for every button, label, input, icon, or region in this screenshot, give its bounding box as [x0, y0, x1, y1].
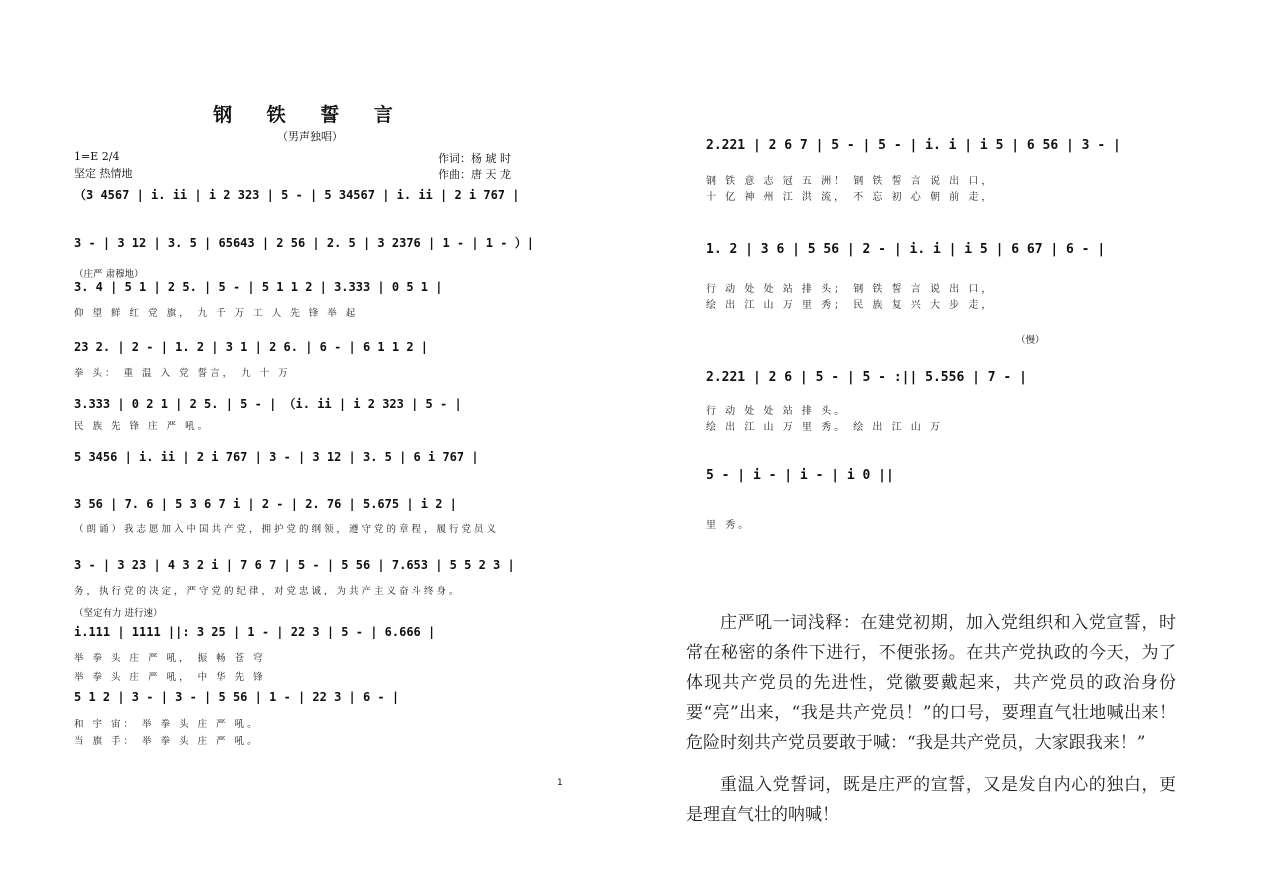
- explanation-paragraph-1: 庄严吼一词浅释：在建党初期，加入党组织和入党宣誓，时常在秘密的条件下进行，不便张扬。在共产党执政的今天，为了体现共产党员的先进性，党徽要戴起来，共产党员的政治身份要“亮”出来，“我是共产党员！”的口号，要理直气壮地喊出来！危险时刻共产党员要敢于喊：“我是共产党员，大家跟我来！”: [686, 613, 1176, 753]
- lyric-row: （朗诵）我志愿加入中国共产党，拥护党的纲领，遵守党的章程，履行党员义: [74, 524, 500, 535]
- lyric-row: 举 拳 头 庄 严 吼， 中 华 先 锋: [74, 672, 266, 683]
- lyric-row: 和 宇 宙： 举 拳 头 庄 严 吼。: [74, 719, 260, 730]
- notation-row: （3 4567 | i. ii | i 2 323 | 5 - | 5 34567 | i. ii | 2 i 767 |: [74, 188, 520, 202]
- notation-row: 2.221 | 2 6 | 5 - | 5 - :|| 5.556 | 7 - |: [706, 370, 1027, 385]
- lyric-row: 行 动 处 处 站 排 头。: [706, 406, 848, 416]
- lyricist-credit: 作词：杨 琥 时: [438, 152, 511, 165]
- expression-marking: （慢）: [1016, 335, 1045, 346]
- expression-marking: （坚定有力 进行速）: [74, 608, 163, 619]
- lyric-row: 当 旗 手： 举 拳 头 庄 严 吼。: [74, 736, 260, 747]
- notation-row: 3 56 | 7. 6 | 5 3 6 7 i | 2 - | 2. 76 | 5.675 | i 2 |: [74, 497, 457, 511]
- notation-row: 3.333 | 0 2 1 | 2 5. | 5 - | （i. ii | i 2 323 | 5 - |: [74, 397, 462, 411]
- lyric-row: 十 亿 神 州 江 洪 流， 不 忘 初 心 朝 前 走，: [706, 192, 995, 202]
- notation-row: 1. 2 | 3 6 | 5 56 | 2 - | i. i | i 5 | 6 67 | 6 - |: [706, 242, 1106, 257]
- song-subtitle: （男声独唱）: [277, 130, 343, 143]
- lyric-row: 里 秀。: [706, 520, 752, 530]
- notation-row: 3 - | 3 23 | 4 3 2 i | 7 6 7 | 5 - | 5 56 | 7.653 | 5 5 2 3 |: [74, 558, 515, 572]
- notation-row: 5 - | i - | i - | i 0 ||: [706, 468, 894, 483]
- lyric-row: 行 动 处 处 站 排 头； 钢 铁 誓 言 说 出 口，: [706, 284, 995, 294]
- lyric-row: 仰 望 鲜 红 党 旗， 九 千 万 工 人 先 锋 举 起: [74, 308, 359, 319]
- notation-row: 2.221 | 2 6 7 | 5 - | 5 - | i. i | i 5 | 6 56 | 3 - |: [706, 138, 1121, 153]
- right-page: [636, 0, 1272, 892]
- notation-row: 3 - | 3 12 | 3. 5 | 65643 | 2 56 | 2. 5 | 3 2376 | 1 - | 1 - ）|: [74, 236, 534, 250]
- notation-row: 23 2. | 2 - | 1. 2 | 3 1 | 2 6. | 6 - | 6 1 1 2 |: [74, 340, 429, 354]
- key-signature: 1=E 2/4: [74, 150, 120, 163]
- lyric-row: 举 拳 头 庄 严 吼， 振 畅 苍 穹: [74, 653, 266, 664]
- notation-row: i.111 | 1111 ||: 3 25 | 1 - | 22 3 | 5 - | 6.666 |: [74, 625, 436, 639]
- lyric-row: 绘 出 江 山 万 里 秀； 民 族 复 兴 大 步 走，: [706, 300, 995, 310]
- lyric-row: 钢 铁 意 志 冠 五 洲！ 钢 铁 誓 言 说 出 口，: [706, 176, 995, 186]
- lyric-row: 务，执行党的决定，严守党的纪律，对党忠诚，为共产主义奋斗终身。: [74, 586, 462, 597]
- expression-marking: （庄严 肃穆地）: [74, 269, 144, 280]
- composer-credit: 作曲：唐 天 龙: [438, 168, 511, 181]
- tempo-marking: 坚定 热情地: [74, 167, 133, 180]
- notation-row: 5 3456 | i. ii | 2 i 767 | 3 - | 3 12 | 3. 5 | 6 i 767 |: [74, 450, 479, 464]
- lyric-row: 民 族 先 锋 庄 严 吼。: [74, 421, 211, 432]
- explanation-paragraph-2: 重温入党誓词，既是庄严的宣誓，又是发自内心的独白，更是理直气壮的呐喊！: [686, 775, 1176, 825]
- lyric-row: 绘 出 江 山 万 里 秀。 绘 出 江 山 万: [706, 422, 943, 432]
- notation-row: 3. 4 | 5 1 | 2 5. | 5 - | 5 1 1 2 | 3.333 | 0 5 1 |: [74, 280, 443, 294]
- notation-row: 5 1 2 | 3 - | 3 - | 5 56 | 1 - | 22 3 | 6 - |: [74, 690, 400, 704]
- page-number: 1: [557, 778, 563, 788]
- lyric-row: 拳 头： 重 温 入 党 誓言， 九 十 万: [74, 368, 291, 379]
- song-title: 钢 铁 誓 言: [213, 104, 407, 126]
